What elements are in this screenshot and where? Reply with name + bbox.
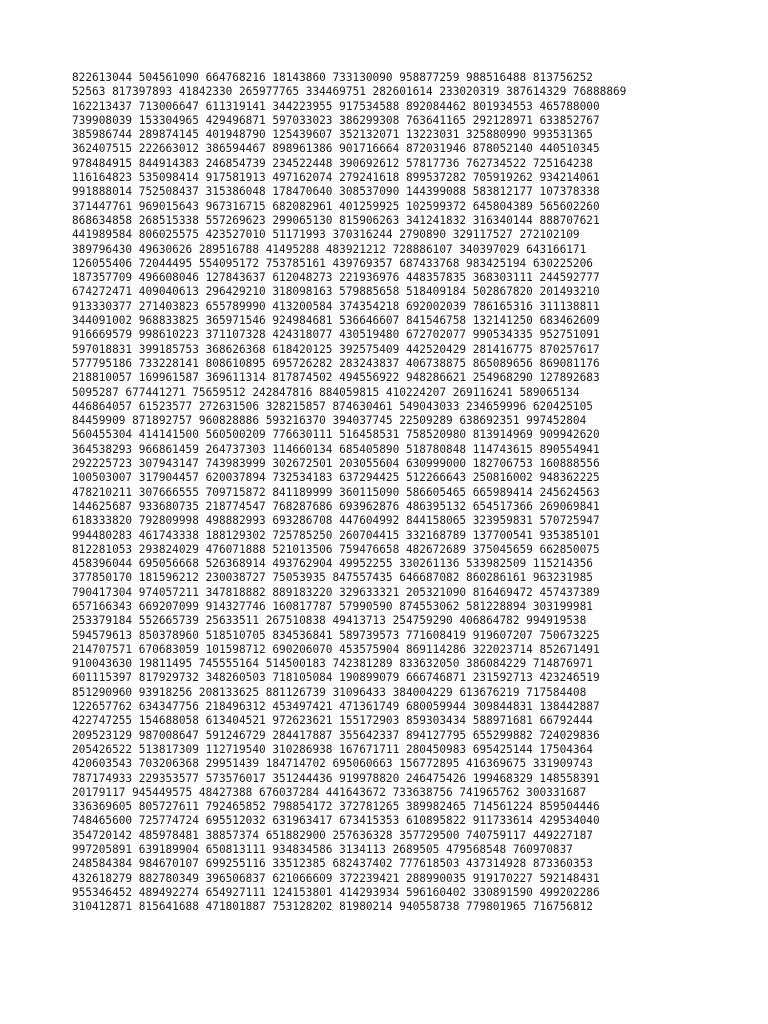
number-line: 994480283 461743338 188129302 725785250 260704415 332168789 137700541 935385101 — [72, 528, 600, 542]
number-line: 577795186 733228141 808610895 695726282 283243837 406738875 865089656 869081176 — [72, 356, 600, 370]
number-line: 955346452 489492274 654927111 124153801 414293934 596160402 330891590 499202286 — [72, 885, 600, 899]
number-line: 594579613 850378960 518510705 834536841 589739573 771608419 919607207 750673225 — [72, 628, 600, 642]
number-line: 674272471 409040613 296429210 318098163 579885658 518409184 502867820 201493210 — [72, 285, 600, 299]
number-line: 116164823 535098414 917581913 497162074 279241618 899537282 705919262 934214061 — [72, 171, 600, 185]
number-line: 126055406 72044495 554095172 753785161 439769357 687433768 983425194 630225206 — [72, 256, 593, 270]
number-line: 916669579 998610223 371107328 424318077 430519480 672702077 990534335 952751091 — [72, 328, 600, 342]
number-line: 441989584 806025575 423527010 51171993 370316244 2790890 329117527 272102109 — [72, 228, 580, 242]
number-line: 618333820 792809998 498882993 693286708 447604992 844158065 323959831 570725947 — [72, 514, 600, 528]
number-list — [72, 71, 626, 915]
number-line: 5095287 677441271 75659512 242847816 884059815 410224207 269116241 589065134 — [72, 385, 580, 399]
number-line: 377850170 181596212 230038727 75053935 847557435 646687082 860286161 963231985 — [72, 571, 593, 585]
number-line: 205426522 513817309 112719540 310286938 167671711 280450983 695425144 17504364 — [72, 742, 593, 756]
number-line: 162213437 713006647 611319141 344223955 917534588 892084462 801934553 465788000 — [72, 99, 600, 113]
number-line: 52563 817397893 41842330 265977765 334469751 282601614 233020319 387614329 76888869 — [72, 85, 627, 99]
number-line: 432618279 882780349 396506837 621066609 372239421 288990035 919170227 592148431 — [72, 871, 600, 885]
number-line: 84459909 871892757 960828886 593216370 394037745 22509289 638692351 997452804 — [72, 414, 587, 428]
number-line: 851290960 93918256 208133625 881126739 31096433 384004229 613676219 717584408 — [72, 685, 587, 699]
number-line: 122657762 634347756 218496312 453497421 471361749 680059944 309844831 138442887 — [72, 700, 600, 714]
number-line: 739908039 153304965 429496871 597033023 386299308 763641165 292128971 633852767 — [72, 113, 600, 127]
number-line: 385986744 289874145 401948790 125439607 352132071 13223031 325880990 993531365 — [72, 128, 593, 142]
number-line: 218810057 169961587 369611314 817874502 494556922 948286621 254968290 127892683 — [72, 371, 600, 385]
number-line: 560455304 414141500 560500209 776630111 516458531 758520980 813914969 909942620 — [72, 428, 600, 442]
number-line: 310412871 815641688 471801887 753128202 81980214 940558738 779801965 716756812 — [72, 900, 593, 914]
number-line: 344091002 968833825 365971546 924984681 536646607 841546758 132141250 683462609 — [72, 314, 600, 328]
number-line: 478210211 307666555 709715872 841189999 360115090 586605465 665989414 245624563 — [72, 485, 600, 499]
number-line: 336369605 805727611 792465852 798854172 372781265 389982465 714561224 859504446 — [72, 800, 600, 814]
number-line: 389796430 49630626 289516788 41495288 483921212 728886107 340397029 643166171 — [72, 242, 587, 256]
number-line: 20179117 945449575 48427388 676037284 441643672 733638756 741965762 300331687 — [72, 785, 587, 799]
number-line: 822613044 504561090 664768216 18143860 733130090 958877259 988516488 813756252 — [72, 71, 593, 84]
number-line: 187357709 496608046 127843637 612048273 221936976 448357835 368303111 244592777 — [72, 271, 600, 285]
number-line: 657166343 669207099 914327746 160817787 57990590 874553062 581228894 303199981 — [72, 599, 593, 613]
number-line: 787174933 229353577 573576017 351244436 919978820 246475426 199468329 148558391 — [72, 771, 600, 785]
number-line: 292225723 307943147 743983999 302672501 203055604 630999000 182706753 160888556 — [72, 457, 600, 471]
number-line: 910043630 19811495 745555164 514500183 742381289 833632050 386084229 714876971 — [72, 657, 593, 671]
number-line: 214707571 670683059 101598712 690206070 453575904 869114286 322023714 852671491 — [72, 642, 600, 656]
number-line: 422747255 154688058 613404521 972623621 155172903 859303434 588971681 66792444 — [72, 714, 593, 728]
number-line: 868634858 268515338 557269623 299065130 815906263 341241832 316340144 888707621 — [72, 213, 600, 227]
number-line: 790417304 974057211 347818882 889183220 329633321 205321090 816469472 457437389 — [72, 585, 600, 599]
number-line: 748465600 725774724 695512032 631963417 673415353 610895822 911733614 429534040 — [72, 814, 600, 828]
number-line: 362407515 222663012 386594467 898961386 901716664 872031946 878052140 440510345 — [72, 142, 600, 156]
number-line: 100503007 317904457 620037894 732534183 637294425 512266643 250816002 948362225 — [72, 471, 600, 485]
number-line: 812281053 293824029 476071888 521013506 759476658 482672689 375045659 662850075 — [72, 542, 600, 556]
number-line: 354720142 485978481 38857374 651882900 257636328 357729500 740759117 449227187 — [72, 828, 593, 842]
number-line: 991888014 752508437 315386048 178470640 308537090 144399088 583812177 107378338 — [72, 185, 600, 199]
number-line: 420603543 703206368 29951439 184714702 695060663 156772895 416369675 331909743 — [72, 757, 593, 771]
number-line: 601115397 817929732 348260503 718105084 190899079 666746871 231592713 423246519 — [72, 671, 600, 685]
number-line: 978484915 844914383 246854739 234522448 390692612 57817736 762734522 725164238 — [72, 156, 593, 170]
number-line: 458396044 695056668 526368914 493762904 49952255 330261136 533982509 115214356 — [72, 557, 593, 571]
number-line: 371447761 969015643 967316715 682082961 401259925 102599372 645804389 565602260 — [72, 199, 600, 213]
number-line: 144625687 933680735 218774547 768287686 693962876 486395132 654517366 269069841 — [72, 499, 600, 513]
number-line: 446864057 61523577 272631506 328215857 874630461 549043033 234659996 620425105 — [72, 399, 593, 413]
number-line: 253379184 552665739 25633511 267510838 49413713 254759290 406864782 994919538 — [72, 614, 587, 628]
number-line: 913330377 271403823 655789990 413200584 374354218 692002039 786165316 311138811 — [72, 299, 600, 313]
number-line: 997205891 639189904 650813111 934834586 3134113 2689505 479568548 760970837 — [72, 843, 573, 857]
number-line: 364538293 966861459 264737303 114660134 685405890 518780848 114743615 890554941 — [72, 442, 600, 456]
number-line: 209523129 987008647 591246729 284417887 355642337 894127795 655299882 724029836 — [72, 728, 600, 742]
number-line: 248584384 984670107 699255116 33512385 682437402 777618503 437314928 873360353 — [72, 857, 593, 871]
number-line: 597018831 399185753 368626368 618420125 392575409 442520429 281416775 870257617 — [72, 342, 600, 356]
